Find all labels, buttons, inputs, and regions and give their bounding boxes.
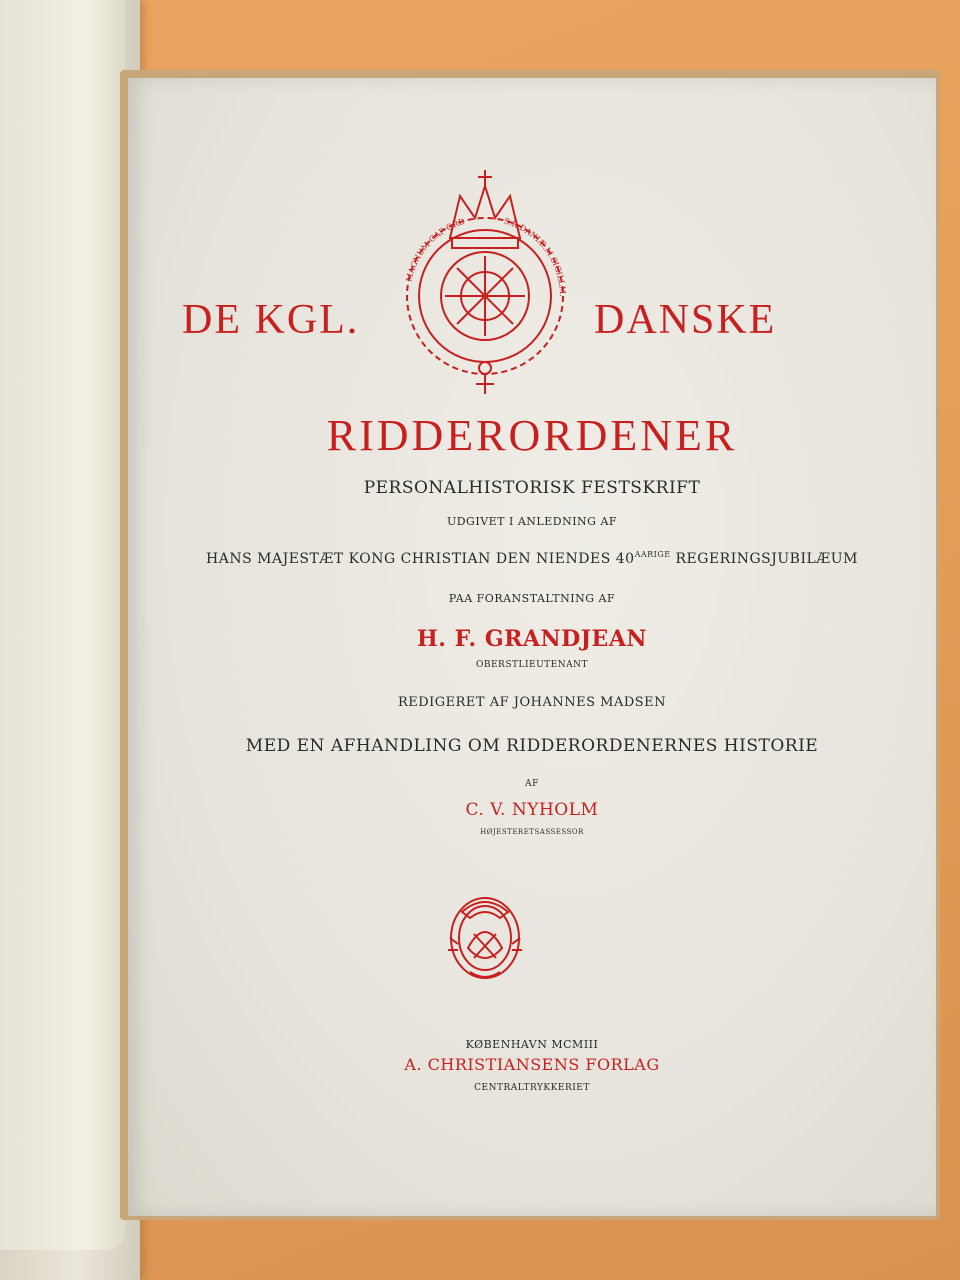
seal-right-text: S.R.DANIÆ.M.SIGILLM. [503,216,568,297]
treatise-by: AF [525,779,539,789]
svg-text:S.R.DANIÆ.M.SIGILLM. [503,217,567,297]
treatise-author-rank: HØJESTERETSASSESSOR [480,828,584,836]
title-left-word: DE KGL. [182,297,360,343]
occasion-sup: AARIGE [634,550,671,559]
occasion-line [128,550,936,567]
editor-line: REDIGERET AF JOHANNES MADSEN [397,695,667,710]
occasion-intro: UDGIVET I ANLEDNING AF [446,515,618,528]
arranged-by: PAA FORANSTALTNING AF [448,592,616,605]
main-title: RIDDERORDENER [326,411,738,460]
place-year: KØBENHAVN MCMIII [465,1038,599,1051]
printer: CENTRALTRYKKERIET [474,1083,590,1093]
occasion-post: REGERINGSJUBILÆUM [670,551,858,567]
publisher-mark-emblem [440,886,530,986]
publisher: A. CHRISTIANSENS FORLAG [404,1055,660,1074]
left-page [0,0,140,1280]
title-page [128,78,936,1216]
title-right-word: DANSKE [594,297,777,343]
order-seal-emblem [380,156,590,396]
seal-left-text: MAGNUM CAP ORD [404,216,467,283]
treatise-line: MED EN AFHANDLING OM RIDDERORDENERNES HISTORIE [245,736,819,756]
svg-text:MAGNUM CAP ORD [404,217,466,283]
author-rank: OBERSTLIEUTENANT [475,660,589,670]
left-page-leaf [0,0,125,1250]
subtitle: PERSONALHISTORISK FESTSKRIFT [363,478,701,498]
author-name: H. F. GRANDJEAN [416,626,647,652]
occasion-pre: HANS MAJESTÆT KONG CHRISTIAN DEN NIENDES 40 [206,551,635,567]
treatise-author: C. V. NYHOLM [465,800,599,820]
